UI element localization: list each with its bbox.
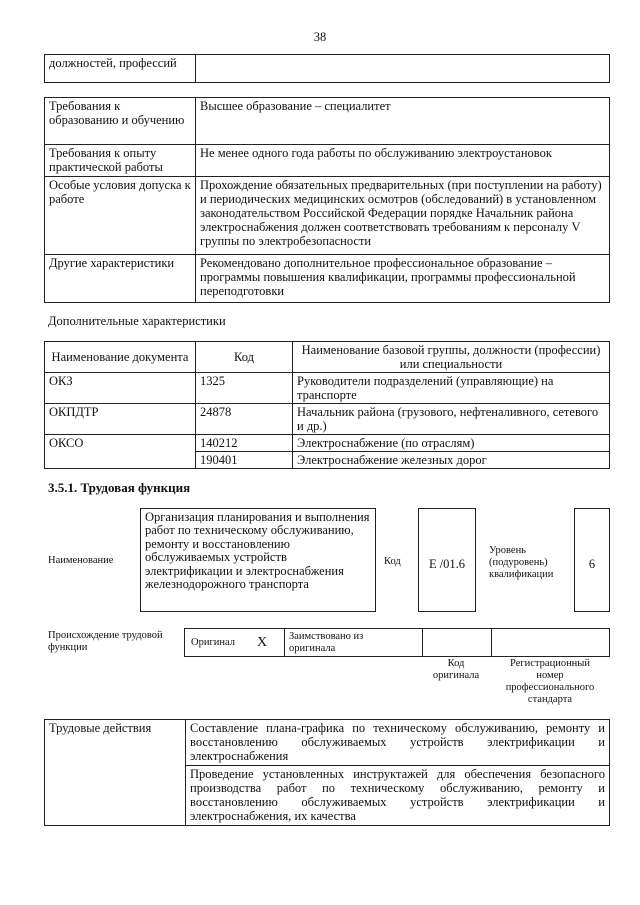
requirements-table [44, 97, 610, 303]
additional-name: Электроснабжение железных дорог [293, 452, 610, 469]
requirement-value: Рекомендовано дополнительное профессиональное образование – программы повышения квалификации, программы профессиональной переподготовки [196, 255, 610, 303]
origin-row [184, 628, 610, 657]
additional-header-doc: Наименование документа [45, 342, 196, 373]
origin-divider [422, 629, 423, 656]
additional-code: 140212 [196, 435, 293, 452]
function-name-box [140, 508, 376, 612]
origin-original-mark: X [257, 635, 268, 650]
actions-table [44, 719, 610, 826]
actions-label: Трудовые действия [45, 720, 186, 826]
top-row-value [196, 55, 610, 83]
additional-code: 190401 [196, 452, 293, 469]
additional-table [44, 341, 610, 469]
function-name-value: Организация планирования и выполнения работ по техническому обслуживанию, ремонту и восстановлению обслуживаемых устройств электрификации и электроснабжения железнодорожного транспорта [145, 510, 370, 592]
requirement-label: Особые условия допуска к работе [45, 177, 196, 255]
requirement-value: Не менее одного года работы по обслуживанию электроустановок [196, 145, 610, 177]
additional-name: Электроснабжение (по отраслям) [293, 435, 610, 452]
function-code-value: E /01.6 [428, 557, 466, 571]
origin-divider [284, 629, 285, 656]
requirement-label: Требования к опыту практической работы [45, 145, 196, 177]
additional-doc: ОКПДТР [45, 404, 196, 435]
function-level-box [574, 508, 610, 612]
action-item: Составление плана-графика по техническому обслуживанию, ремонту и восстановлению обслуживаемых устройств электрификации и электроснабжения [186, 720, 610, 766]
section-title: 3.5.1. Трудовая функция [48, 480, 191, 495]
additional-doc: ОКСО [45, 435, 196, 469]
additional-code: 24878 [196, 404, 293, 435]
additional-doc: ОКЗ [45, 373, 196, 404]
additional-name: Начальник района (грузового, нефтеналивного, сетевого и др.) [293, 404, 610, 435]
requirement-value: Высшее образование – специалитет [196, 98, 610, 145]
additional-code: 1325 [196, 373, 293, 404]
requirement-value: Прохождение обязательных предварительных (при поступлении на работу) и периодических медицинских осмотров (обследований) в установленном законодательством Российской Федерации порядке Начальник района электроснабжения должен соответствовать требованиям к персоналу V группы по электробезопасности [196, 177, 610, 255]
top-row-label: должностей, профессий [45, 55, 196, 83]
function-name-label: Наименование [48, 555, 114, 566]
origin-borrowed-label: Заимствовано из оригинала [289, 631, 364, 654]
origin-label: Происхождение трудовой функции [48, 630, 163, 653]
function-level-value: 6 [588, 557, 596, 571]
origin-reg-caption: Регистрационный номер профессионального стандарта [505, 658, 595, 705]
additional-title: Дополнительные характеристики [48, 314, 226, 328]
function-code-label: Код [384, 556, 401, 567]
requirement-label: Требования к образованию и обучению [45, 98, 196, 145]
top-continuation-table [44, 54, 610, 83]
origin-original-label: Оригинал [191, 637, 235, 648]
function-level-label: Уровень (подуровень) квалификации [489, 545, 554, 580]
additional-header-name: Наименование базовой группы, должности (профессии) или специальности [293, 342, 610, 373]
function-code-box [418, 508, 476, 612]
requirement-label: Другие характеристики [45, 255, 196, 303]
origin-divider [491, 629, 492, 656]
additional-name: Руководители подразделений (управляющие) на транспорте [293, 373, 610, 404]
additional-header-code: Код [196, 342, 293, 373]
origin-code-caption: Код оригинала [432, 658, 480, 681]
page-number: 38 [313, 30, 327, 44]
action-item: Проведение установленных инструктажей для обеспечения безопасного производства работ по техническому обслуживанию, ремонту и восстановлению обслуживаемых устройств электрификации и электроснабжения, их качества [186, 766, 610, 826]
